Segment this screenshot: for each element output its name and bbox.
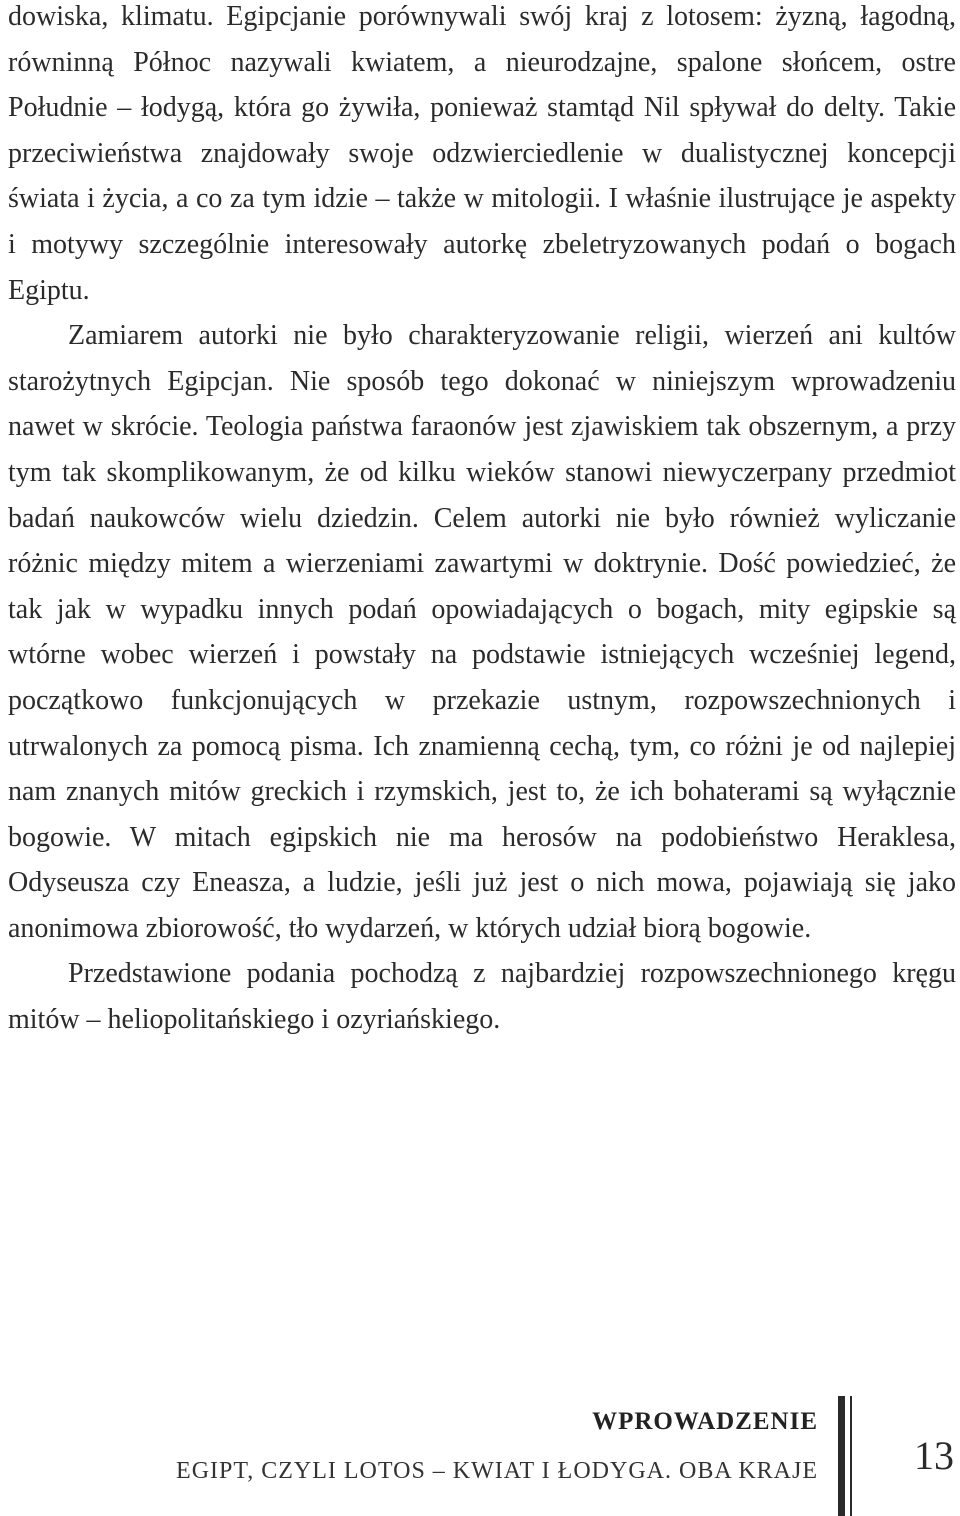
- footer-divider-thin: [850, 1396, 852, 1516]
- running-footer-chapter: EGIPT, CZYLI LOTOS – KWIAT I ŁODYGA. OBA KRAJE: [176, 1458, 818, 1484]
- page-body: [8, 0, 956, 1043]
- paragraph-1: dowiska, klimatu. Egipcjanie porównywali swój kraj z lotosem: żyzną, łagodną, równinną Północ nazywali kwiatem, a nieurodzajne, spalone słońcem, ostre Południe – łodygą, która go żywiła, ponieważ stamtąd Nil spływał do delty. Takie przeciwieństwa znajdowały swoje odzwierciedlenie w dualistycznej koncepcji świata i życia, a co za tym idzie – także w mitologii. I właśnie ilustrujące je aspekty i motywy szczególnie interesowały autorkę zbeletryzowanych podań o bogach Egiptu.: [8, 1, 956, 306]
- running-footer-section: WPROWADZENIE: [592, 1408, 818, 1435]
- footer-divider-thick: [838, 1396, 845, 1516]
- paragraph-2: Zamiarem autorki nie było charakteryzowanie religii, wierzeń ani kultów starożytnych Egipcjan. Nie sposób tego dokonać w niniejszym wprowadzeniu nawet w skrócie. Teologia państwa faraonów jest zjawiskiem tak obszernym, a przy tym tak skomplikowanym, że od kilku wieków stanowi niewyczerpany przedmiot badań naukowców wielu dziedzin. Celem autorki nie było również wyliczanie różnic między mitem a wierzeniami zawartymi w doktrynie. Dość powiedzieć, że tak jak w wypadku innych podań opowiadających o bogach, mity egipskie są wtórne wobec wierzeń i powstały na podstawie istniejących wcześniej legend, początkowo funkcjonujących w przekazie ustnym, rozpowszechnionych i utrwalonych za pomocą pisma. Ich znamienną cechą, tym, co różni je od najlepiej nam znanych mitów greckich i rzymskich, jest to, że ich bohaterami są wyłącznie bogowie. W mitach egipskich nie ma herosów na podobieństwo Heraklesa, Odyseusza czy Eneasza, a ludzie, jeśli już jest o nich mowa, pojawiają się jako anonimowa zbiorowość, tło wydarzeń, w których udział biorą bogowie.: [8, 320, 956, 944]
- paragraph-3: Przedstawione podania pochodzą z najbardziej rozpowszechnionego kręgu mitów – heliopolitańskiego i ozyriańskiego.: [8, 958, 956, 1036]
- page-number: 13: [914, 1433, 954, 1478]
